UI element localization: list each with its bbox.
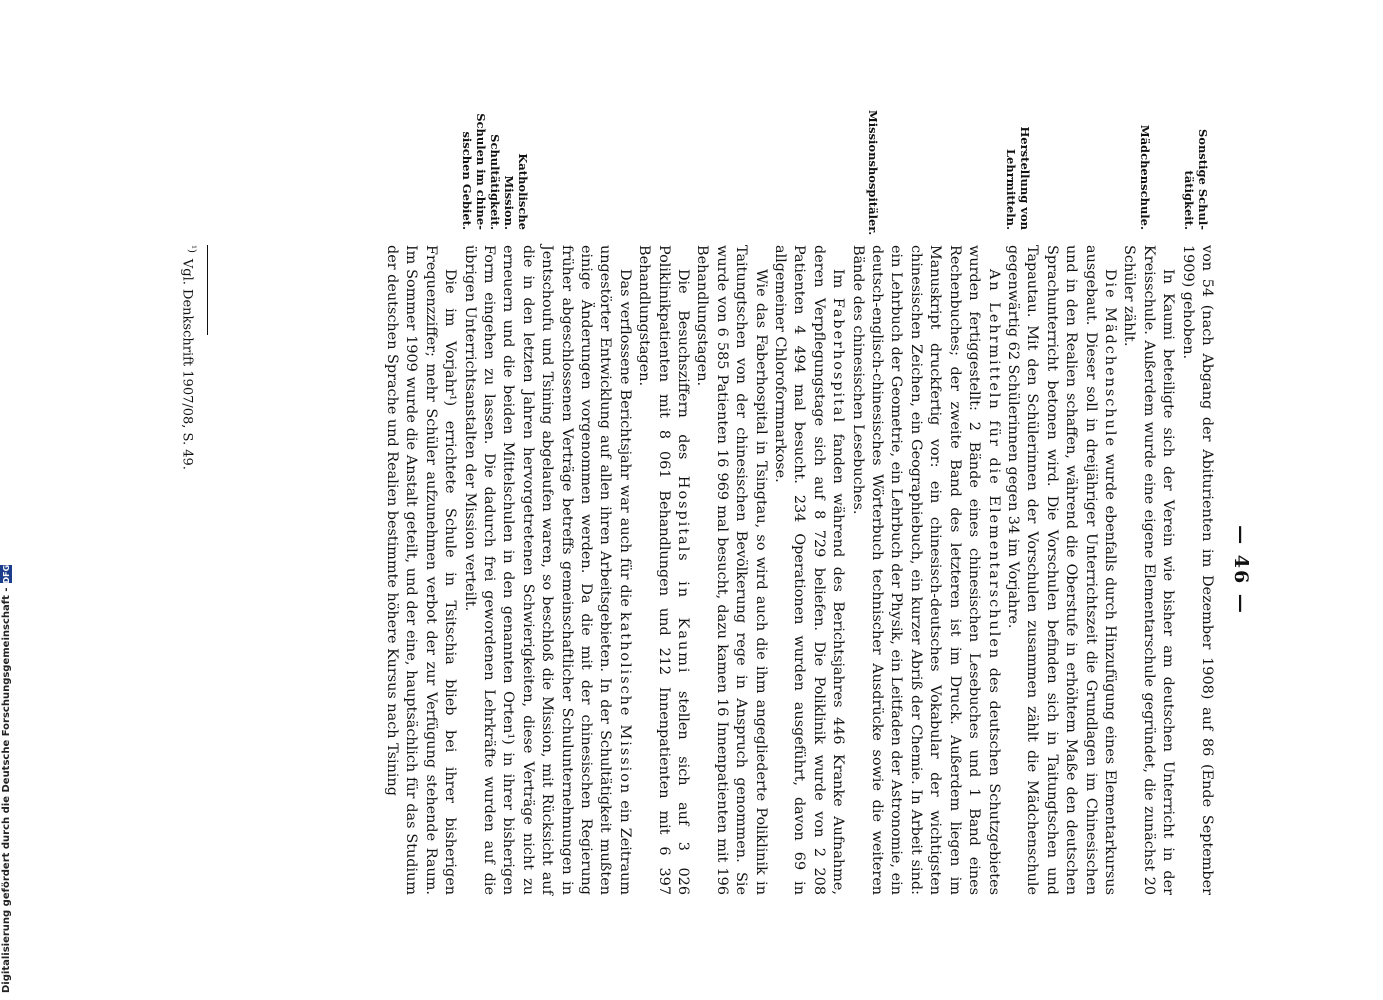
credit-text: Digitalisierung gefördert durch die Deutsche Forschungsgemeinschaft - <box>0 587 12 993</box>
dfg-logo-icon: DFG <box>1 564 11 584</box>
paragraph-katholische-mission: Das verflossene Berichtsjahr war auch für die katholische Mission ein Zeitraum ungestörter Entwicklung auf allen ihren Arbeitsgebieten. In der Schultätigkeit mußten einige Änderungen vorgenommen werden. Da die mit der chinesischen Regierung früher abgeschlossenen Verträge betreffs gemeinschaftlicher Schulunternehmungen in Jentschoufu und Tsining abgelaufen waren, so beschloß die Mission, mit Rücksicht auf die in den letzten Jahren hervorgetretenen Schwierigkeiten, diese Verträge nicht zu erneuern und die beiden Mittelschulen in den genannten Orten¹) in ihrer bisherigen Form eingehen zu lassen. Die dadurch frei gewordenen Lehrkräfte wurden auf die übrigen Unterrichtsanstalten der Mission verteilt. <box>461 245 633 896</box>
margin-note-katholische-mission: Katholische Mission. Schultätigkeit. Schulen im chine- sischen Gebiet. <box>460 113 530 230</box>
paragraph-poliklinik: Wie das Faberhospital in Tsingtau, so wird auch die ihm angegliederte Poliklinik in Taitungtschen von der chinesischen Bevölkerung rege in Anspruch genommen. Sie wurde von 6 585 Patienten 16 969 mal besucht, dazu kamen 16 Innenpatienten mit 196 Behandlungstagen. <box>694 245 769 895</box>
paragraph-lead: Hospitals in Kaumi <box>675 475 692 675</box>
paragraph-hospital-kaumi: Die Besuchsziffern des Hospitals in Kaumi stellen sich auf 3 026 Poliklinikpatienten mit 8 061 Behandlungen und 212 Innenpatienten mit 6 397 Behandlungstagen. <box>636 245 692 895</box>
paragraph-continuation: von 54 (nach Abgang der Abiturienten im Dezember 1908) auf 86 (Ende September 1909) gehoben. <box>1179 245 1215 895</box>
paragraph-lehrmittel: An Lehrmitteln für die Elementarschulen des deutschen Schutzgebietes wurden fertiggestellt: 2 Bände eines chinesischen Lesebuches und 1 Band eines Rechenbuches; der zweite Band des letzteren ist im Druck. Außerdem liegen im Manuskript druckfertig vor: ein chinesisch-deutsches Vokabular der wichtigsten chinesischen Zeichen, ein Geographiebuch, ein kurzer Abriß der Chemie. In Arbeit sind: ein Lehrbuch der Geometrie, ein Lehrbuch der Physik, ein Leitfaden der Astronomie, ein deutsch-englisch-chinesisches Wörterbuch technischer Ausdrücke sowie die weiteren Bände des chinesischen Lesebuches. <box>849 245 1002 895</box>
margin-note-lehrmittel: Herstellung von Lehrmitteln. <box>1004 126 1032 230</box>
margin-note-missionshospitaeler: Missionshospitäler. <box>866 110 880 236</box>
footnote-marker: ¹) <box>186 245 197 253</box>
footnote-text: Vgl. Denkschrift 1907/08, S. 49. <box>179 258 195 470</box>
margin-note-maedchenschule: Mädchenschule. <box>1138 124 1152 230</box>
body-text <box>382 245 1216 895</box>
footnote-rule <box>207 245 208 335</box>
paragraph-lead: An Lehrmitteln für die Elementarschulen <box>985 269 1002 661</box>
paragraph-faberhospital: Im Faberhospital fanden während des Berichtsjahres 446 Kranke Aufnahme, deren Verpflegungstage sich auf 8 729 beliefen. Die Poliklinik wurde von 2 208 Patienten 4 494 mal besucht. 234 Operationen wurden ausgeführt, davon 69 in allgemeiner Chloroformnarkose. <box>772 245 847 896</box>
margin-note-sonstige-schultaetigkeit: Sonstige Schul- tätigkeit. <box>1182 128 1210 230</box>
paragraph-kaumi: In Kaumi beteiligte sich der Verein wie bisher am deutschen Unterricht in der Kreisschule. Außerdem wurde eine eigene Elementarschule gegründet, die zunächst 20 Schüler zählt. <box>1121 245 1177 895</box>
paragraph-maedchenschule: Die Mädchenschule wurde ebenfalls durch Hinzufügung eines Elementarkursus ausgebaut. Dieser soll in dreijähriger Unterrichtszeit die Grundlagen im Chinesischen und in den Realien schaffen, während die Oberstufe in erhöhtem Maße den deutschen Sprachunterricht betonen wird. Die Vorschulen befinden sich in Taitungtschen und Tapautau. Mit den Schülerinnen der Vorschulen zusammen zählt die Mädchenschule gegenwärtig 62 Schülerinnen gegen 34 im Vorjahre. <box>1004 245 1118 895</box>
rotated-page <box>150 110 1252 896</box>
paragraph-lead: Die Mädchenschule <box>1101 269 1118 449</box>
paragraph-lead: katholische Mission <box>616 611 633 796</box>
paragraph-lead: Faberhospital <box>830 297 847 425</box>
page-number: — 46 — <box>1230 525 1252 615</box>
footnote <box>179 245 200 895</box>
digitization-credit <box>0 564 12 993</box>
paragraph-tsitschia: Die im Vorjahr¹) errichtete Schule in Tsitschia blieb bei ihrer bisherigen Frequenzziffer; mehr Schüler aufzunehmen verbot der zur Verfügung stehende Raum. Im Sommer 1909 wurde die Anstalt geteilt, und der eine, hauptsächlich für das Studium der deutschen Sprache und Realien bestimmte höhere Kursus nach Tsining <box>383 245 459 895</box>
